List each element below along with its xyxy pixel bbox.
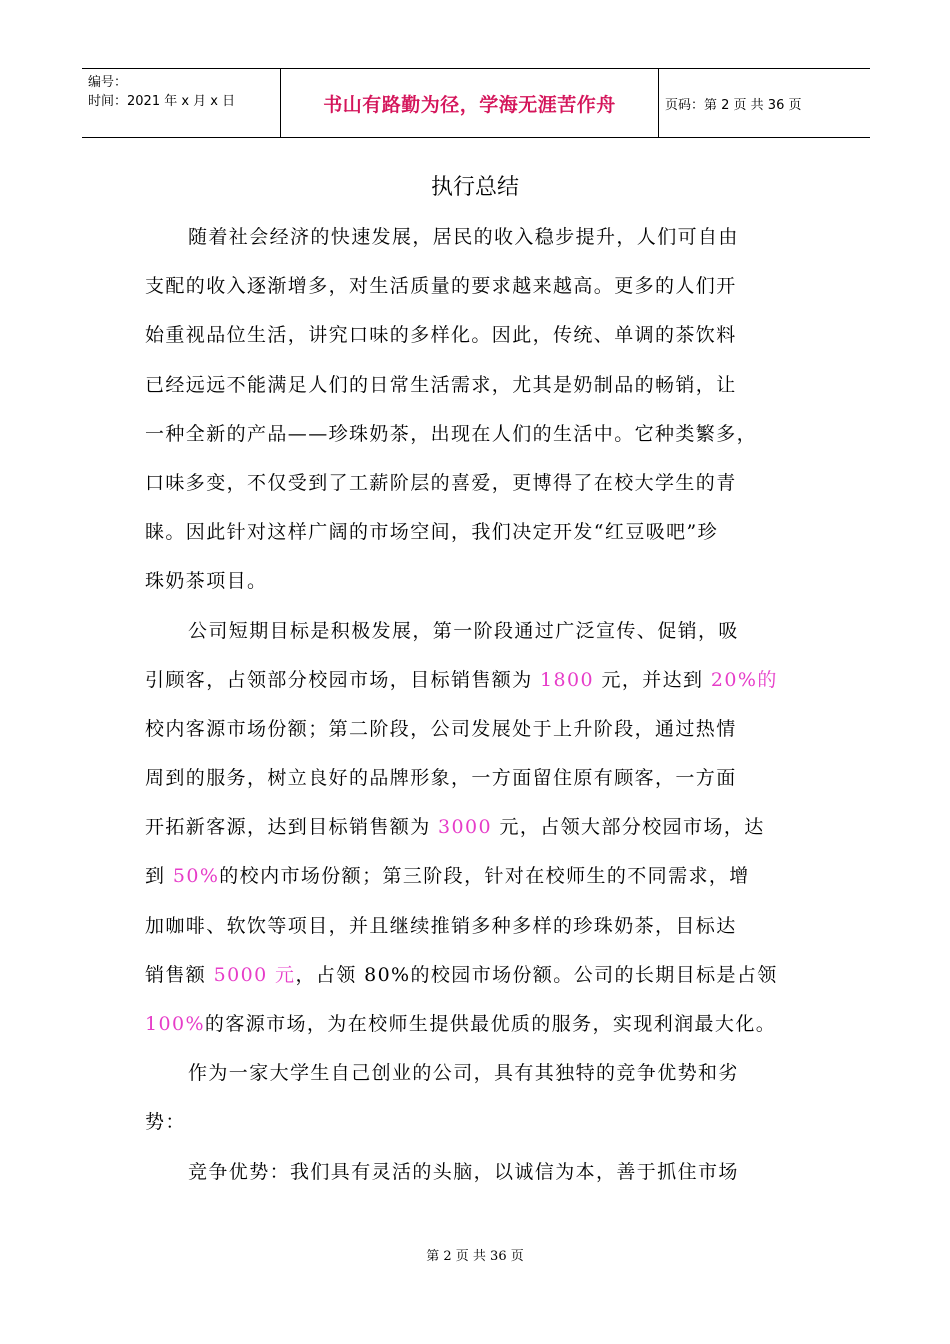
text-line: 公司短期目标是积极发展，第一阶段通过广泛宣传、促销，吸 — [188, 619, 739, 642]
text-span: 引顾客，占领部分校园市场，目标销售额为 — [145, 668, 541, 691]
body-text — [145, 213, 815, 1197]
text-span: 的校内市场份额；第三阶段，针对在校师生的不同需求，增 — [219, 865, 750, 888]
text-line: 口味多变，不仅受到了工薪阶层的喜爱，更博得了在校大学生的青 — [145, 471, 737, 494]
text-line — [145, 951, 815, 1000]
text-line: 作为一家大学生自己创业的公司，具有其独特的竞争优势和劣 — [188, 1062, 739, 1085]
text-span: 元，并达到 — [594, 668, 711, 691]
page-title: 执行总结 — [430, 175, 519, 200]
text-line: 随着社会经济的快速发展，居民的收入稳步提升，人们可自由 — [188, 226, 739, 248]
header-motto-cell — [281, 69, 659, 137]
text-span: 元，占领大部分校园市场，达 — [492, 816, 765, 839]
highlight-value: 3000 — [438, 816, 493, 839]
text-span: 的客源市场，为在校师生提供最优质的服务，实现利润最大化。 — [204, 1013, 777, 1035]
text-line: 一种全新的产品——珍珠奶茶，出现在人们的生活中。它种类繁多， — [145, 422, 758, 445]
header-page-number: 页码：第 2 页 共 36 页 — [665, 97, 802, 113]
text-line: 珠奶茶项目。 — [145, 570, 268, 593]
text-span: 到 — [145, 865, 173, 888]
highlight-value: 1800 — [540, 668, 595, 691]
page-header — [82, 68, 870, 138]
text-line: 竞争优势：我们具有灵活的头脑，以诚信为本，善于抓住市场 — [188, 1160, 739, 1183]
text-span: ，占领 80%的校园市场份额。公司的长期目标是占领 — [295, 963, 778, 986]
text-line: 支配的收入逐渐增多，对生活质量的要求越来越高。更多的人们开 — [145, 275, 737, 298]
highlight-value: 100% — [145, 1013, 205, 1035]
highlight-value: 5000 元 — [213, 963, 296, 986]
text-line — [145, 852, 815, 901]
text-line: 周到的服务，树立良好的品牌形象，一方面留住原有顾客，一方面 — [145, 767, 737, 790]
header-number: 编号： — [88, 75, 128, 90]
text-line: 加咖啡、软饮等项目，并且继续推销多种多样的珍珠奶茶，目标达 — [145, 914, 737, 937]
text-line: 睐。因此针对这样广阔的市场空间，我们决定开发“红豆吸吧”珍 — [145, 521, 719, 544]
text-line: 势： — [145, 1111, 186, 1134]
text-line — [145, 656, 815, 705]
header-page-cell — [659, 69, 870, 137]
text-span: 销售额 — [145, 963, 214, 986]
highlight-value: 50% — [172, 865, 220, 888]
text-line: 已经远远不能满足人们的日常生活需求，尤其是奶制品的畅销，让 — [145, 373, 737, 396]
text-line: 校内客源市场份额；第二阶段，公司发展处于上升阶段，通过热情 — [145, 717, 737, 740]
text-line: 始重视品位生活，讲究口味的多样化。因此，传统、单调的茶饮料 — [145, 324, 737, 347]
page-footer: 第 2 页 共 36 页 — [426, 1249, 524, 1264]
text-span: 开拓新客源，达到目标销售额为 — [145, 816, 439, 839]
text-line — [145, 803, 815, 852]
text-line — [145, 1000, 815, 1049]
header-meta — [82, 69, 281, 137]
header-motto: 书山有路勤为径，学海无涯苦作舟 — [323, 93, 616, 116]
header-date: 时间：2021 年 x 月 x 日 — [88, 94, 236, 109]
highlight-value: 20%的 — [710, 668, 778, 691]
